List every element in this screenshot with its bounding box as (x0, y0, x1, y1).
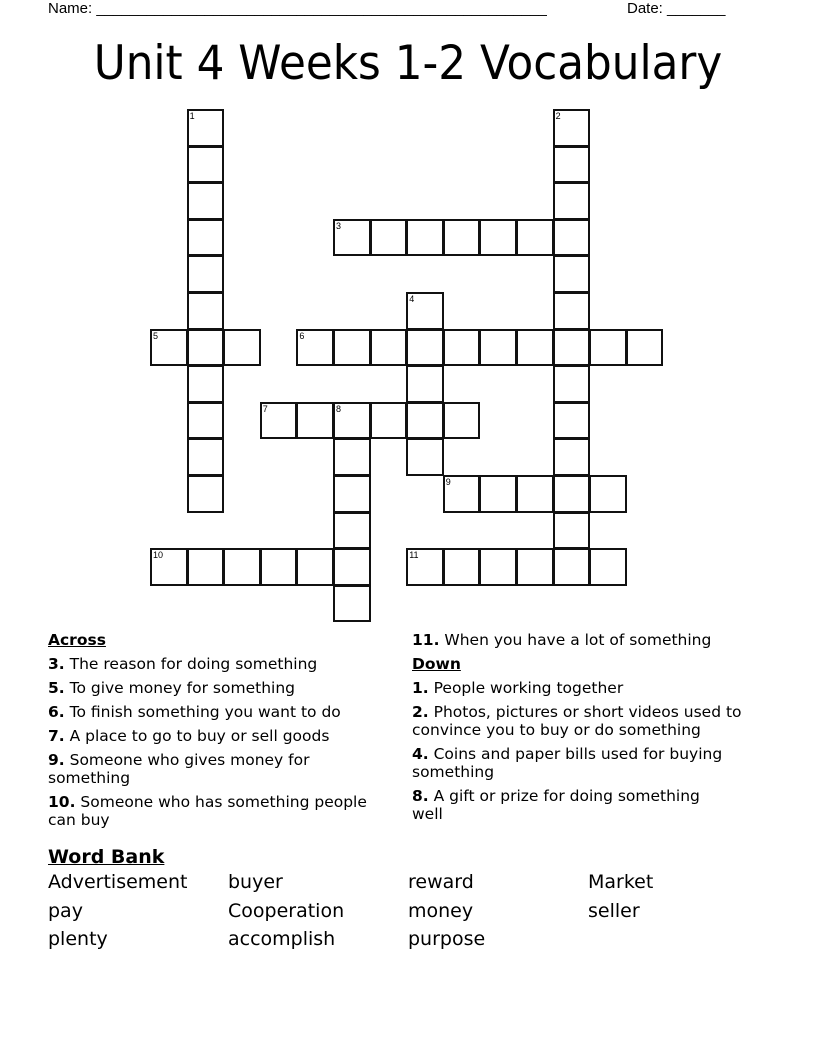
crossword-cell[interactable] (333, 548, 371, 586)
clue-across-10 (48, 793, 393, 829)
crossword-cell[interactable] (223, 548, 261, 586)
crossword-cell[interactable] (406, 219, 444, 257)
crossword-cell[interactable] (370, 329, 408, 367)
crossword-cell[interactable] (150, 329, 188, 367)
clue-number: 7. (48, 727, 65, 745)
crossword-cell[interactable] (406, 402, 444, 440)
crossword-cell[interactable] (406, 292, 444, 330)
clue-down-2 (412, 703, 757, 739)
crossword-cell[interactable] (553, 402, 591, 440)
crossword-cell[interactable] (150, 548, 188, 586)
word-bank-row (48, 928, 768, 957)
crossword-cell[interactable] (553, 292, 591, 330)
clue-across-7 (48, 727, 393, 745)
crossword-cell[interactable] (296, 329, 334, 367)
clue-number: 8. (412, 787, 429, 805)
clue-across-9 (48, 751, 348, 787)
crossword-cell[interactable] (187, 109, 225, 147)
clue-text: Someone who gives money for something (48, 751, 310, 787)
crossword-cell[interactable] (187, 402, 225, 440)
crossword-cell[interactable] (370, 219, 408, 257)
cell-number: 11 (409, 550, 419, 561)
crossword-cell[interactable] (553, 512, 591, 550)
clue-number: 1. (412, 679, 429, 697)
word-bank-item: reward (408, 871, 474, 893)
crossword-cell[interactable] (553, 475, 591, 513)
crossword-cell[interactable] (443, 475, 481, 513)
crossword-cell[interactable] (406, 365, 444, 403)
cell-number: 5 (153, 330, 159, 341)
clue-text: People working together (428, 679, 624, 697)
clues-left-column (48, 631, 393, 835)
clue-down-4 (412, 745, 757, 781)
word-bank (48, 846, 768, 957)
word-bank-item: buyer (228, 871, 283, 893)
clue-number: 6. (48, 703, 65, 721)
word-bank-heading: Word Bank (48, 846, 165, 868)
clue-text: The reason for doing something (64, 655, 318, 673)
crossword-cell[interactable] (260, 548, 298, 586)
clue-text: Coins and paper bills used for buying something (412, 745, 723, 781)
cell-number: 7 (262, 403, 268, 414)
clue-text: When you have a lot of something (439, 631, 712, 649)
clue-text: To give money for something (64, 679, 295, 697)
clue-across-11 (412, 631, 757, 649)
clue-down-1 (412, 679, 757, 697)
clue-number: 4. (412, 745, 429, 763)
cell-number: 8 (336, 403, 342, 414)
crossword-cell[interactable] (516, 329, 554, 367)
cell-number: 1 (189, 111, 195, 121)
crossword-cell[interactable] (553, 329, 591, 367)
crossword-cell[interactable] (333, 402, 371, 440)
clue-number: 3. (48, 655, 65, 673)
clue-text: A gift or prize for doing something well (412, 787, 700, 823)
clue-text: Photos, pictures or short videos used to convince you to buy or do something (412, 703, 742, 739)
cell-number: 9 (445, 477, 451, 487)
crossword-cell[interactable] (406, 438, 444, 476)
clue-text: To finish something you want to do (64, 703, 341, 721)
crossword-cell[interactable] (333, 219, 371, 257)
clue-text: A place to go to buy or sell goods (64, 727, 330, 745)
cell-number: 6 (299, 330, 305, 341)
cell-number: 4 (409, 294, 415, 304)
crossword-cell[interactable] (479, 219, 517, 257)
word-bank-item: Market (588, 871, 654, 893)
clue-down-8 (412, 787, 732, 823)
crossword-cell[interactable] (553, 548, 591, 586)
crossword-cell[interactable] (553, 365, 591, 403)
crossword-cell[interactable] (187, 365, 225, 403)
crossword-cell[interactable] (187, 548, 225, 586)
crossword-cell[interactable] (406, 329, 444, 367)
clue-number: 5. (48, 679, 65, 697)
page-title: Unit 4 Weeks 1-2 Vocabulary (93, 36, 723, 91)
across-heading: Across (48, 631, 106, 649)
crossword-cell[interactable] (589, 548, 627, 586)
crossword-cell[interactable] (187, 475, 225, 513)
crossword-cell[interactable] (187, 292, 225, 330)
crossword-cell[interactable] (333, 585, 371, 623)
crossword-cell[interactable] (443, 548, 481, 586)
crossword-cell[interactable] (187, 438, 225, 476)
clue-text: Someone who has something people can buy (48, 793, 367, 829)
down-heading: Down (412, 655, 461, 673)
clues-right-column (412, 631, 757, 829)
crossword-grid (151, 110, 671, 630)
word-bank-item: seller (588, 899, 640, 922)
crossword-cell[interactable] (443, 402, 481, 440)
crossword-cell[interactable] (553, 182, 591, 220)
worksheet-header (0, 0, 816, 20)
word-bank-item: purpose (408, 928, 486, 950)
clue-number: 10. (48, 793, 76, 811)
word-bank-row (48, 900, 768, 929)
crossword-cell[interactable] (260, 402, 298, 440)
crossword-cell[interactable] (406, 548, 444, 586)
clue-across-3 (48, 655, 393, 673)
cell-number: 3 (336, 220, 342, 231)
word-bank-item: accomplish (228, 928, 336, 950)
crossword-cell[interactable] (187, 182, 225, 220)
date-field[interactable]: Date: _______ (627, 0, 726, 17)
clue-number: 9. (48, 751, 65, 769)
crossword-cell[interactable] (626, 329, 664, 367)
crossword-cell[interactable] (589, 475, 627, 513)
crossword-cell[interactable] (333, 329, 371, 367)
crossword-cell[interactable] (296, 548, 334, 586)
crossword-cell[interactable] (187, 146, 225, 184)
crossword-cell[interactable] (333, 438, 371, 476)
crossword-cell[interactable] (223, 329, 261, 367)
crossword-cell[interactable] (296, 402, 334, 440)
crossword-cell[interactable] (187, 219, 225, 257)
crossword-cell[interactable] (516, 548, 554, 586)
crossword-cell[interactable] (443, 329, 481, 367)
cell-number: 10 (153, 550, 164, 561)
word-bank-item: plenty (48, 928, 108, 950)
crossword-cell[interactable] (516, 475, 554, 513)
name-field[interactable]: Name: ______________________________________________________ (48, 0, 547, 17)
crossword-cell[interactable] (553, 146, 591, 184)
word-bank-item: money (408, 899, 474, 922)
crossword-cell[interactable] (187, 329, 225, 367)
crossword-cell[interactable] (479, 548, 517, 586)
crossword-cell[interactable] (553, 438, 591, 476)
word-bank-item: Advertisement (48, 871, 188, 893)
crossword-cell[interactable] (443, 219, 481, 257)
crossword-cell[interactable] (553, 219, 591, 257)
crossword-cell[interactable] (553, 109, 591, 147)
clue-across-5 (48, 679, 393, 697)
clue-across-6 (48, 703, 393, 721)
crossword-cell[interactable] (516, 219, 554, 257)
word-bank-item: Cooperation (228, 899, 345, 922)
crossword-cell[interactable] (479, 329, 517, 367)
crossword-cell[interactable] (333, 475, 371, 513)
word-bank-item: pay (48, 899, 83, 922)
clue-number: 2. (412, 703, 429, 721)
crossword-cell[interactable] (187, 255, 225, 293)
crossword-cell[interactable] (333, 512, 371, 550)
word-bank-row (48, 871, 768, 900)
word-bank-item (588, 928, 768, 957)
clue-number: 11. (412, 631, 440, 649)
crossword-cell[interactable] (553, 255, 591, 293)
crossword-cell[interactable] (479, 475, 517, 513)
crossword-cell[interactable] (370, 402, 408, 440)
cell-number: 2 (555, 111, 561, 121)
crossword-cell[interactable] (589, 329, 627, 367)
